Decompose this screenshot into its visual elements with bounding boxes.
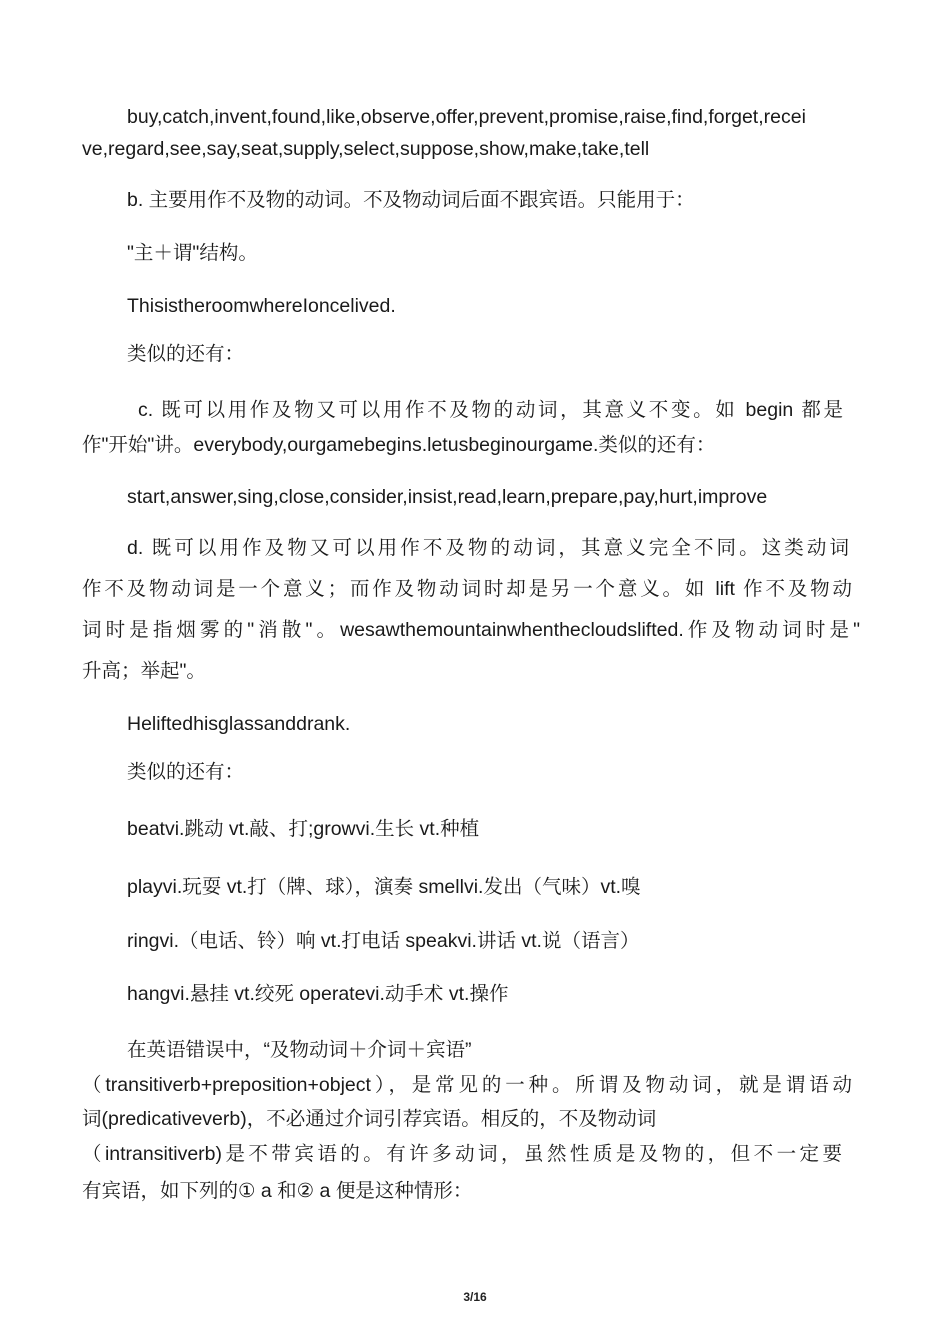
text-line-18: ringvi.（电话、铃）响 vt.打电话 speakvi.讲话 vt.说（语言） [127,930,640,952]
text-line-4: "主＋谓"结构。 [127,242,258,264]
text-line-11: 作不及物动词是一个意义；而作及物动词时却是另一个意义。如 lift 作不及物动 [82,578,852,600]
text-line-20: 在英语错误中，“及物动词＋介词＋宾语” [127,1039,472,1061]
text-line-17: playvi.玩耍 vt.打（牌、球），演奏 smellvi.发出（气味）vt.嗅 [127,876,641,898]
text-line-1: buy,catch,invent,found,like,observe,offer,prevent,promise,raise,find,forget,recei [127,106,806,128]
text-line-7: c. 既可以用作及物又可以用作不及物的动词，其意义不变。如 begin 都是 [138,399,843,421]
text-line-13: 升高；举起"。 [82,660,206,682]
text-line-6: 类似的还有： [127,343,245,365]
text-line-23: （intransitiverb)是不带宾语的。有许多动词，虽然性质是及物的，但不一定要 [82,1143,842,1165]
text-line-14: Heliftedhisglassanddrank. [127,713,351,735]
text-line-19: hangvi.悬挂 vt.绞死 operatevi.动手术 vt.操作 [127,983,509,1005]
text-line-8: 作"开始"讲。everybody,ourgamebegins.letusbeginourgame.类似的还有： [82,434,716,456]
text-line-5: ThisistheroomwhereIoncelived. [127,295,396,317]
text-line-3: b. 主要用作不及物的动词。不及物动词后面不跟宾语。只能用于： [127,189,695,211]
text-line-9: start,answer,sing,close,consider,insist,read,learn,prepare,pay,hurt,improve [127,486,768,508]
text-line-12: 词时是指烟雾的"消散"。wesawthemountainwhenthecloudslifted.作及物动词时是" [82,619,860,641]
text-line-24: 有宾语，如下列的① a 和② a 便是这种情形： [82,1180,473,1202]
text-line-21: （transitiverb+preposition+object），是常见的一种。所谓及物动词，就是谓语动 [82,1074,852,1096]
page-number: 3/16 [463,1290,487,1304]
text-line-15: 类似的还有： [127,761,245,783]
text-line-22: 词(predicativeverb)，不必通过介词引荐宾语。相反的，不及物动词 [82,1108,657,1130]
text-line-10: d. 既可以用作及物又可以用作不及物的动词，其意义完全不同。这类动词 [127,537,849,559]
text-line-16: beatvi.跳动 vt.敲、打;growvi.生长 vt.种植 [127,818,480,840]
text-line-2: ve,regard,see,say,seat,supply,select,suppose,show,make,take,tell [82,138,650,160]
